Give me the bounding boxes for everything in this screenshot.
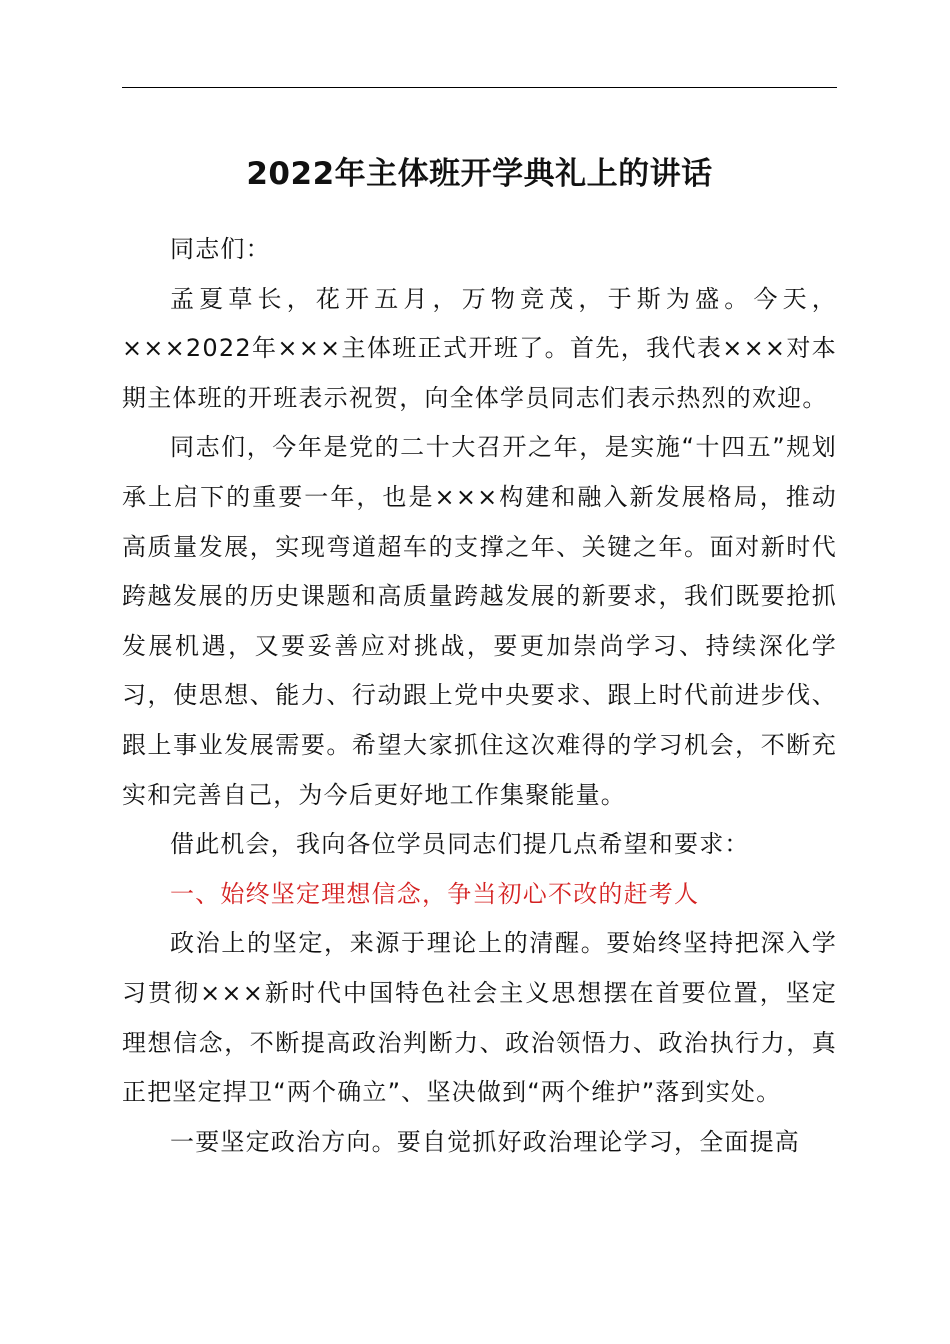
section-heading-1: 一、始终坚定理想信念，争当初心不改的赶考人 [170,879,700,908]
paragraph-context: 同志们，今年是党的二十大召开之年，是实施“十四五”规划承上启下的重要一年，也是×××构建和融入新发展格局，推动高质量发展，实现弯道超车的支撑之年、关键之年。面对新时代跨越发展的历史课题和高质量跨越发展的新要求，我们既要抢抓发展机遇，又要妥善应对挑战，要更加崇尚学习、持续深化学习，使思想、能力、行动跟上党中央要求、跟上时代前进步伐、跟上事业发展需要。希望大家抓住这次难得的学习机会，不断充实和完善自己，为今后更好地工作集聚能量。 [122,433,837,809]
document-body [122,225,837,1167]
document-title: 2022年主体班开学典礼上的讲话 [246,156,713,192]
paragraph-section-1-point-1: 一要坚定政治方向。要自觉抓好政治理论学习，全面提高 [170,1127,800,1156]
paragraph-section-1-intro: 政治上的坚定，来源于理论上的清醒。要始终坚持把深入学习贯彻×××新时代中国特色社会主义思想摆在首要位置，坚定理想信念，不断提高政治判断力、政治领悟力、政治执行力，真正把坚定捍卫“两个确立”、坚决做到“两个维护”落到实处。 [122,929,837,1107]
paragraph-transition: 借此机会，我向各位学员同志们提几点希望和要求： [170,830,750,859]
header-rule [122,87,837,88]
paragraph-opening: 孟夏草长，花开五月，万物竞茂，于斯为盛。今天，×××2022年×××主体班正式开班了。首先，我代表×××对本期主体班的开班表示祝贺，向全体学员同志们表示热烈的欢迎。 [122,284,837,412]
paragraph-salutation: 同志们： [170,235,271,263]
